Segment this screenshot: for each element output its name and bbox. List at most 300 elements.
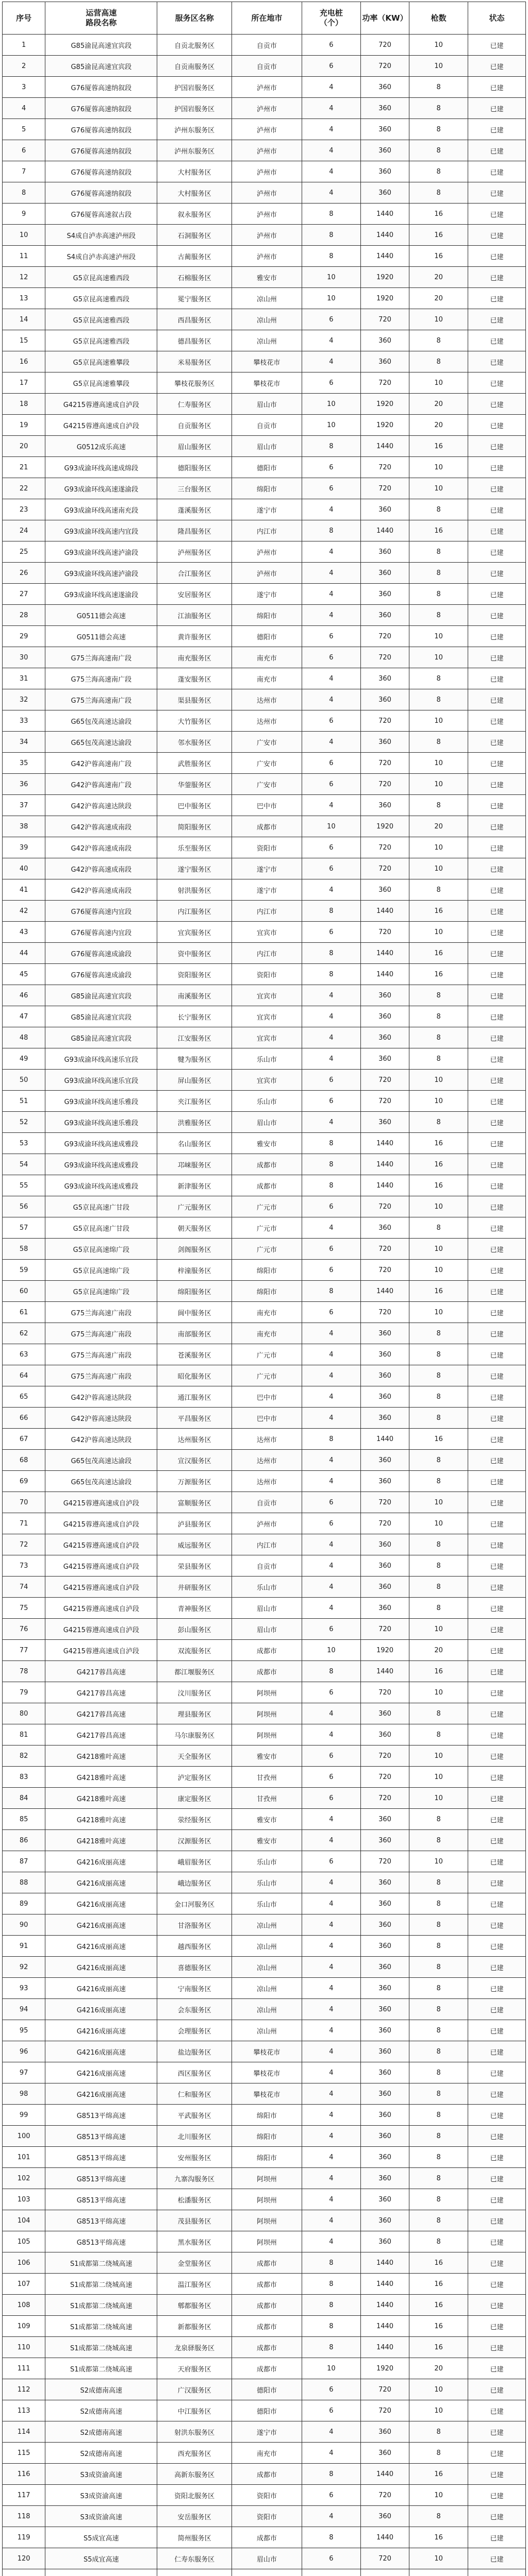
table-row [3,225,526,246]
cell-index: 110 [3,2337,45,2358]
cell-power: 360 [360,879,409,901]
cell-service-area: 犍为服务区 [157,1048,232,1070]
cell-road: G93成渝环线高速乐雅段 [45,1091,157,1112]
cell-status: 已建 [468,2041,526,2062]
cell-guns: 10 [409,1239,468,1260]
cell-power: 360 [360,732,409,753]
cell-road: G0512成乐高速 [45,436,157,457]
cell-chargers: 8 [302,2337,360,2358]
cell-power: 360 [360,1999,409,2020]
cell-power: 720 [360,1745,409,1767]
cell-service-area: 泸定服务区 [157,1767,232,1788]
cell-power: 720 [360,478,409,499]
cell-service-area: 长宁服务区 [157,1006,232,1027]
cell-road: G42沪蓉高速南广段 [45,774,157,795]
cell-chargers: 10 [302,2358,360,2379]
cell-service-area: 攀枝花服务区 [157,372,232,394]
cell-guns: 8 [409,1936,468,1957]
cell-road: G4216成丽高速 [45,1872,157,1893]
cell-chargers: 4 [302,1936,360,1957]
cell-service-area: 北川服务区 [157,2126,232,2147]
cell-city: 阿坝州 [232,2210,302,2231]
cell-chargers: 6 [302,56,360,77]
cell-guns: 16 [409,1429,468,1450]
cell-chargers [302,2569,360,2576]
cell-city: 眉山市 [232,1598,302,1619]
cell-status: 已建 [468,35,526,56]
cell-guns: 8 [409,1893,468,1914]
cell-index: 115 [3,2443,45,2464]
cell-chargers: 4 [302,1555,360,1577]
cell-power: 720 [360,372,409,394]
table-row [3,753,526,774]
cell-status: 已建 [468,1281,526,1302]
cell-road: G4217蓉昌高速 [45,1661,157,1682]
cell-road: S3成资渝高速 [45,2464,157,2485]
cell-guns: 10 [409,478,468,499]
cell-chargers: 4 [302,2210,360,2231]
cell-chargers: 8 [302,2295,360,2316]
cell-service-area: 喜德服务区 [157,1957,232,1978]
cell-status: 已建 [468,837,526,858]
cell-service-area: 新津服务区 [157,1175,232,1196]
cell-power: 360 [360,1957,409,1978]
table-row [3,2020,526,2041]
cell-power: 360 [360,2506,409,2527]
table-row [3,2189,526,2210]
cell-guns: 8 [409,1724,468,1745]
cell-service-area: 都江堰服务区 [157,1661,232,1682]
cell-city: 成都市 [232,2464,302,2485]
cell-road: G93成渝环线高速泸渝段 [45,563,157,584]
cell-guns: 10 [409,858,468,879]
cell-road: G76厦蓉高速内宜段 [45,922,157,943]
cell-guns: 8 [409,1999,468,2020]
cell-power: 360 [360,1577,409,1598]
cell-status: 已建 [468,1872,526,1893]
cell-guns: 8 [409,1006,468,1027]
table-row [3,372,526,394]
cell-chargers: 4 [302,1914,360,1936]
cell-power: 360 [360,2041,409,2062]
cell-status: 已建 [468,1830,526,1851]
cell-service-area: 南充服务区 [157,647,232,668]
cell-road: G4216成丽高速 [45,1936,157,1957]
cell-index: 103 [3,2189,45,2210]
cell-city: 内江市 [232,520,302,541]
cell-power: 360 [360,2421,409,2443]
cell-chargers: 4 [302,182,360,204]
cell-status: 已建 [468,1788,526,1809]
cell-guns: 8 [409,1471,468,1492]
cell-service-area: 护国岩服务区 [157,98,232,119]
cell-status: 已建 [468,626,526,647]
cell-power: 720 [360,837,409,858]
cell-guns: 16 [409,246,468,267]
cell-guns: 16 [409,2316,468,2337]
cell-city: 泸州市 [232,77,302,98]
cell-service-area: 内江服务区 [157,901,232,922]
cell-chargers: 4 [302,1598,360,1619]
cell-road: G4215蓉遵高速成自泸段 [45,1598,157,1619]
cell-road: G8513平绵高速 [45,2147,157,2168]
cell-city: 广元市 [232,1217,302,1239]
cell-status: 已建 [468,2168,526,2189]
cell-status: 已建 [468,985,526,1006]
cell-power: 1440 [360,1133,409,1154]
cell-status: 已建 [468,2464,526,2485]
cell-road: G8513平绵高速 [45,2126,157,2147]
cell-chargers: 6 [302,1788,360,1809]
header-city: 所在地市 [232,2,302,35]
table-row [3,901,526,922]
cell-road: G4217蓉昌高速 [45,1703,157,1724]
cell-status: 已建 [468,1661,526,1682]
cell-power: 360 [360,2062,409,2083]
cell-road: G65包茂高速达渝段 [45,732,157,753]
cell-guns: 10 [409,1851,468,1872]
cell-city: 泸州市 [232,204,302,225]
cell-index: 47 [3,1006,45,1027]
cell-road: G93成渝环线高速遂渝段 [45,584,157,605]
cell-city: 德阳市 [232,2400,302,2421]
cell-city: 凉山州 [232,330,302,351]
cell-status: 已建 [468,372,526,394]
cell-guns: 20 [409,2358,468,2379]
cell-index: 57 [3,1217,45,1239]
cell-power: 1440 [360,2274,409,2295]
cell-city: 巴中市 [232,795,302,816]
cell-index: 62 [3,1323,45,1344]
cell-city: 凉山州 [232,309,302,330]
cell-chargers: 10 [302,394,360,415]
cell-service-area: 大村服务区 [157,182,232,204]
cell-service-area: 射洪服务区 [157,879,232,901]
cell-road: G0511德会高速 [45,626,157,647]
table-row [3,2464,526,2485]
cell-guns: 8 [409,2147,468,2168]
cell-power: 1440 [360,204,409,225]
table-row [3,2400,526,2421]
cell-service-area: 安居服务区 [157,584,232,605]
cell-index: 29 [3,626,45,647]
cell-index: 60 [3,1281,45,1302]
cell-city: 泸州市 [232,119,302,140]
cell-service-area: 会东服务区 [157,1999,232,2020]
cell-service-area: 巴中服务区 [157,795,232,816]
cell-power: 720 [360,35,409,56]
header-power: 功率（KW） [360,2,409,35]
table-row [3,35,526,56]
cell-road: G4216成丽高速 [45,1978,157,1999]
cell-service-area: 高新东服务区 [157,2464,232,2485]
cell-status: 已建 [468,1682,526,1703]
cell-index: 95 [3,2020,45,2041]
cell-guns: 10 [409,1745,468,1767]
header-row [3,2,526,35]
cell-service-area: 乐至服务区 [157,837,232,858]
cell-power: 720 [360,309,409,330]
table-row [3,1281,526,1302]
cell-status: 已建 [468,858,526,879]
cell-status: 已建 [468,1239,526,1260]
cell-power: 1440 [360,225,409,246]
cell-road: G4216成丽高速 [45,1851,157,1872]
cell-power: 360 [360,98,409,119]
cell-index: 117 [3,2485,45,2506]
table-row [3,2569,526,2576]
cell-status: 已建 [468,605,526,626]
cell-road: G5京昆高速雅攀段 [45,351,157,372]
cell-service-area: 井研服务区 [157,1577,232,1598]
cell-guns: 8 [409,1914,468,1936]
cell-status: 已建 [468,816,526,837]
table-row [3,2421,526,2443]
cell-road: S1成都第二绕城高速 [45,2316,157,2337]
cell-index: 36 [3,774,45,795]
cell-power: 720 [360,1492,409,1513]
cell-road: S1成都第二绕城高速 [45,2358,157,2379]
cell-service-area: 仁寿东服务区 [157,2548,232,2569]
cell-power: 1440 [360,1175,409,1196]
table-row [3,2210,526,2231]
cell-chargers: 10 [302,1640,360,1661]
cell-road: G4217蓉昌高速 [45,1724,157,1745]
cell-city: 泸州市 [232,225,302,246]
cell-chargers: 4 [302,119,360,140]
cell-index: 19 [3,415,45,436]
header-guns: 枪数 [409,2,468,35]
table-row [3,858,526,879]
cell-status: 已建 [468,2485,526,2506]
cell-road: G5京昆高速雅西段 [45,309,157,330]
cell-road: G4216成丽高速 [45,1893,157,1914]
cell-guns: 8 [409,2189,468,2210]
cell-guns: 16 [409,943,468,964]
table-row [3,1196,526,1217]
cell-road: S3成资渝高速 [45,2485,157,2506]
cell-guns: 8 [409,1872,468,1893]
cell-guns: 16 [409,1133,468,1154]
cell-power: 720 [360,922,409,943]
cell-status: 已建 [468,2126,526,2147]
cell-service-area: 天全服务区 [157,1745,232,1767]
cell-city: 成都市 [232,1154,302,1175]
cell-city: 乐山市 [232,1577,302,1598]
table-row [3,1872,526,1893]
cell-service-area: 华蓥服务区 [157,774,232,795]
table-row [3,1682,526,1703]
cell-index: 111 [3,2358,45,2379]
cell-chargers: 4 [302,2020,360,2041]
cell-index: 69 [3,1471,45,1492]
cell-status: 已建 [468,1196,526,1217]
cell-power: 360 [360,2189,409,2210]
cell-index: 5 [3,119,45,140]
cell-index: 75 [3,1598,45,1619]
cell-index: 63 [3,1344,45,1365]
cell-road: S1成都第二绕城高速 [45,2337,157,2358]
cell-power: 360 [360,1914,409,1936]
cell-guns: 8 [409,2083,468,2105]
table-row [3,1577,526,1598]
cell-service-area: 西充服务区 [157,2443,232,2464]
cell-status: 已建 [468,2105,526,2126]
cell-service-area: 天府服务区 [157,2358,232,2379]
cell-service-area: 黄许服务区 [157,626,232,647]
cell-index: 25 [3,541,45,563]
cell-city: 凉山州 [232,1936,302,1957]
table-row [3,1070,526,1091]
cell-chargers: 8 [302,436,360,457]
cell-status: 已建 [468,1471,526,1492]
table-row [3,647,526,668]
cell-guns: 16 [409,964,468,985]
cell-index: 55 [3,1175,45,1196]
cell-road: G4218雅叶高速 [45,1767,157,1788]
cell-chargers: 6 [302,837,360,858]
table-row [3,1006,526,1027]
cell-guns: 10 [409,2400,468,2421]
cell-guns: 8 [409,2210,468,2231]
table-row [3,288,526,309]
cell-service-area: 越西服务区 [157,1936,232,1957]
cell-index: 33 [3,710,45,732]
table-row [3,182,526,204]
cell-service-area: 温江服务区 [157,2274,232,2295]
cell-index: 56 [3,1196,45,1217]
cell-guns: 8 [409,2062,468,2083]
cell-chargers: 4 [302,2062,360,2083]
cell-service-area: 盐边服务区 [157,2041,232,2062]
cell-status: 已建 [468,1492,526,1513]
cell-city: 广元市 [232,1239,302,1260]
cell-city: 德阳市 [232,2379,302,2400]
cell-service-area: 威远服务区 [157,1534,232,1555]
table-header [3,2,526,35]
cell-power: 720 [360,2548,409,2569]
cell-index: 85 [3,1809,45,1830]
cell-chargers: 4 [302,1534,360,1555]
cell-service-area: 汶川服务区 [157,1682,232,1703]
cell-service-area: 中江服务区 [157,2400,232,2421]
cell-city: 广安市 [232,732,302,753]
table-row [3,1534,526,1555]
cell-road: G4215蓉遵高速成自泸段 [45,1513,157,1534]
table-row [3,1513,526,1534]
cell-power [360,2569,409,2576]
cell-road: G76厦蓉高速纳叙段 [45,140,157,161]
cell-city: 攀枝花市 [232,351,302,372]
cell-chargers: 6 [302,1745,360,1767]
cell-city: 雅安市 [232,1809,302,1830]
cell-road: G75兰海高速南广段 [45,647,157,668]
cell-chargers: 4 [302,140,360,161]
table-row [3,774,526,795]
table-row [3,816,526,837]
table-row [3,584,526,605]
cell-road: G42沪蓉高速成南段 [45,879,157,901]
cell-city: 攀枝花市 [232,2062,302,2083]
cell-guns: 10 [409,1070,468,1091]
cell-chargers: 8 [302,901,360,922]
cell-service-area: 护国岩服务区 [157,77,232,98]
cell-status: 已建 [468,77,526,98]
cell-status: 已建 [468,246,526,267]
table-row [3,246,526,267]
cell-guns: 8 [409,119,468,140]
cell-service-area: 宣汉服务区 [157,1450,232,1471]
cell-status: 已建 [468,1914,526,1936]
table-row [3,140,526,161]
table-row [3,77,526,98]
cell-power: 360 [360,1027,409,1048]
cell-power: 360 [360,1408,409,1429]
cell-status: 已建 [468,1386,526,1408]
cell-city: 巴中市 [232,1408,302,1429]
cell-index: 116 [3,2464,45,2485]
cell-guns: 8 [409,351,468,372]
cell-city: 自贡市 [232,1555,302,1577]
cell-power: 360 [360,2231,409,2252]
cell-index: 73 [3,1555,45,1577]
cell-guns: 8 [409,1112,468,1133]
cell-guns: 16 [409,1175,468,1196]
cell-guns: 16 [409,2464,468,2485]
cell-power: 360 [360,77,409,98]
cell-index: 50 [3,1070,45,1091]
cell-road: G85渝昆高速宜宾段 [45,1006,157,1027]
cell-index: 48 [3,1027,45,1048]
cell-status: 已建 [468,2400,526,2421]
table-row [3,1978,526,1999]
cell-power: 1920 [360,415,409,436]
cell-guns: 10 [409,35,468,56]
cell-chargers: 4 [302,1450,360,1471]
cell-index: 15 [3,330,45,351]
cell-chargers: 4 [302,1323,360,1344]
cell-city: 南充市 [232,668,302,689]
cell-chargers: 4 [302,2105,360,2126]
cell-chargers: 8 [302,1154,360,1175]
cell-index: 38 [3,816,45,837]
cell-city: 乐山市 [232,1048,302,1070]
cell-power: 360 [360,668,409,689]
cell-status: 已建 [468,1745,526,1767]
cell-index: 106 [3,2252,45,2274]
table-row [3,2295,526,2316]
cell-road: G76厦蓉高速纳叙段 [45,182,157,204]
cell-city: 凉山州 [232,1999,302,2020]
cell-guns: 10 [409,1492,468,1513]
cell-service-area: 金堂服务区 [157,2252,232,2274]
cell-status: 已建 [468,1408,526,1429]
cell-chargers: 6 [302,647,360,668]
cell-index: 46 [3,985,45,1006]
cell-index: 71 [3,1513,45,1534]
cell-guns: 8 [409,1598,468,1619]
cell-status: 已建 [468,964,526,985]
cell-guns: 8 [409,98,468,119]
cell-power: 720 [360,2485,409,2506]
table-row [3,415,526,436]
cell-guns: 8 [409,140,468,161]
cell-city: 泸州市 [232,182,302,204]
cell-guns: 10 [409,1767,468,1788]
cell-city: 眉山市 [232,436,302,457]
cell-chargers: 8 [302,2527,360,2548]
cell-chargers: 4 [302,499,360,520]
